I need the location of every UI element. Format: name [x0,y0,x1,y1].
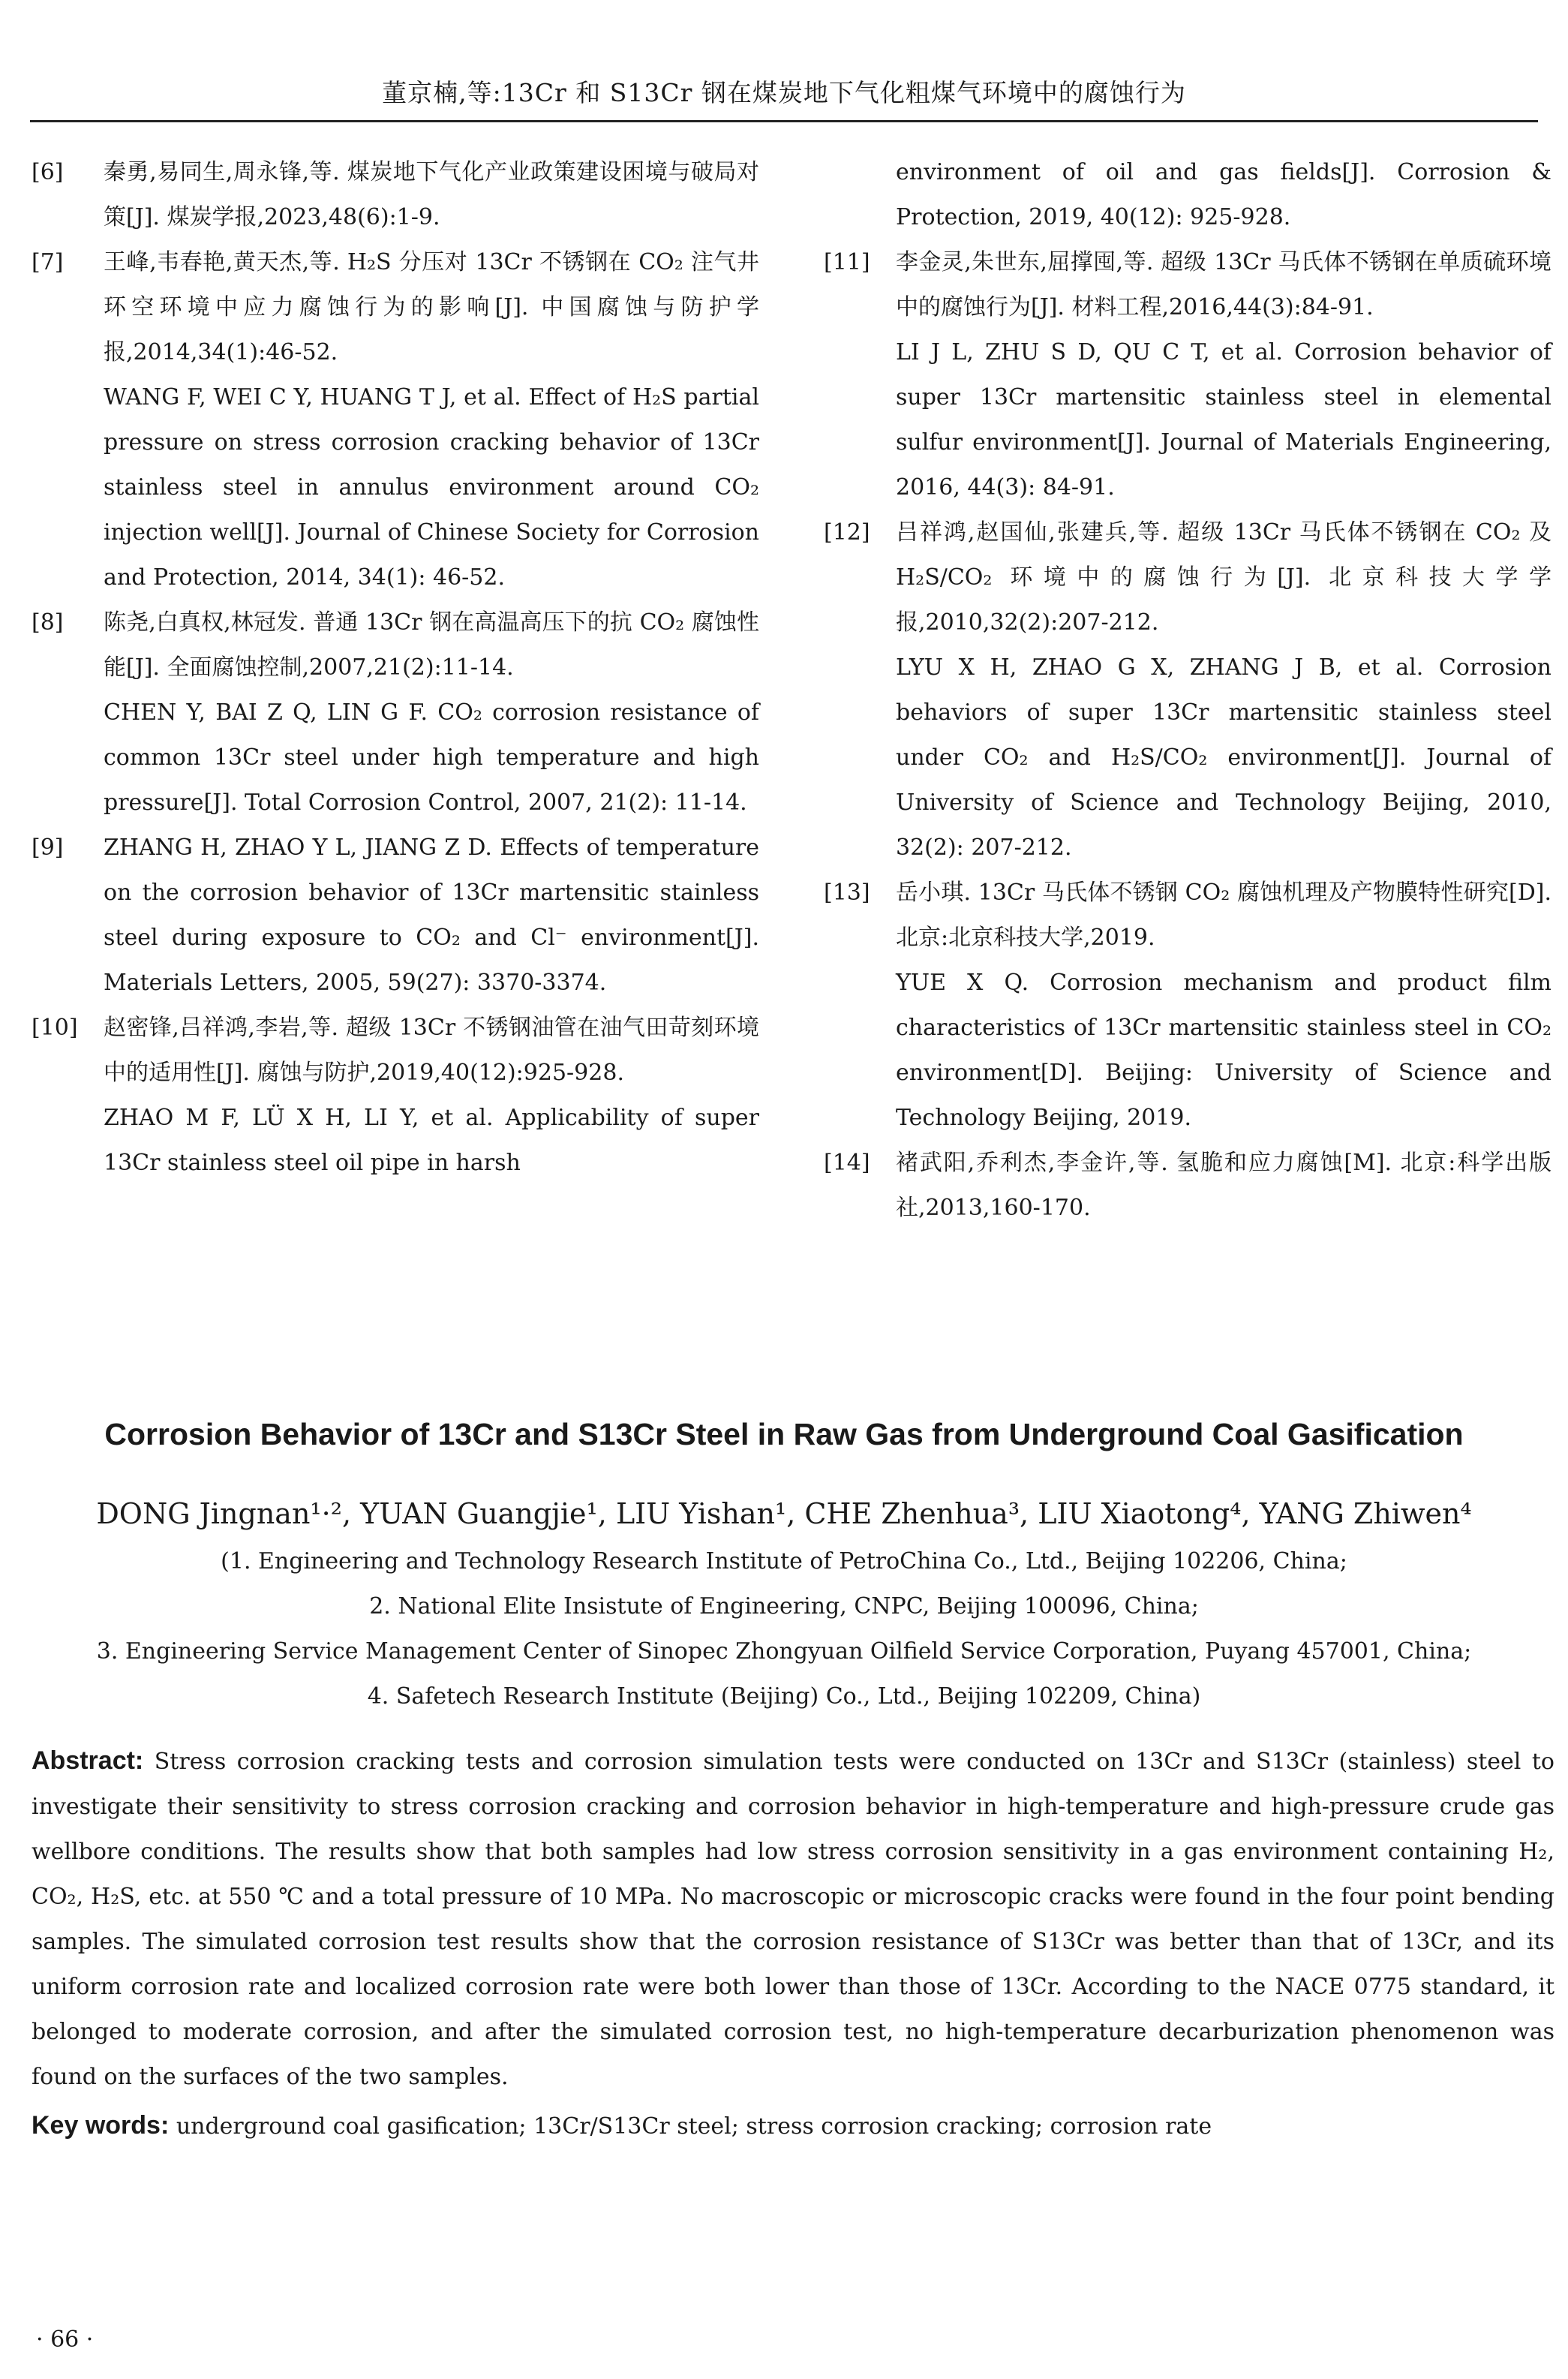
reference-text: 秦勇,易同生,周永锋,等. 煤炭地下气化产业政策建设困境与破局对策[J]. 煤炭学报,2023,48(6):1-9. [104,159,759,230]
affiliation-3: 3. Engineering Service Management Center of Sinopec Zhongyuan Oilfield Service Corporation, Puyang 457001, China; [96,1638,1472,1665]
reference-text: 王峰,韦春艳,黄天杰,等. H₂S 分压对 13Cr 不锈钢在 CO₂ 注气井环空环境中应力腐蚀行为的影响[J]. 中国腐蚀与防护学报,2014,34(1):46-52. [104,249,759,365]
abstract [32,1738,1554,2100]
reference-text: 吕祥鸿,赵国仙,张建兵,等. 超级 13Cr 马氏体不锈钢在 CO₂ 及 H₂S/CO₂ 环境中的腐蚀行为[J]. 北京科技大学学报,2010,32(2):207-212. [896,519,1551,636]
english-title: Corrosion Behavior of 13Cr and S13Cr Steel in Raw Gas from Underground Coal Gasification [104,1417,1464,1451]
reference-number: [13] [824,880,870,906]
reference-number: [8] [32,609,64,636]
abstract-label: Abstract: [32,1746,144,1775]
keywords [32,2103,1554,2149]
header-rule [30,120,1538,122]
running-head: 董京楠,等:13Cr 和 S13Cr 钢在煤炭地下气化粗煤气环境中的腐蚀行为 [382,78,1186,107]
reference-translation: LI J L, ZHU S D, QU C T, et al. Corrosion behavior of super 13Cr martensitic stainless steel in elemental sulfur environment[J]. Journal of Materials Engineering, 2016, 44(3): 84-91. [896,339,1551,501]
reference-number: [11] [824,249,870,275]
affiliation-1: (1. Engineering and Technology Research Institute of PetroChina Co., Ltd., Beijing 102206, China; [221,1548,1347,1574]
reference-text: 岳小琪. 13Cr 马氏体不锈钢 CO₂ 腐蚀机理及产物膜特性研究[D]. 北京:北京科技大学,2019. [896,880,1551,951]
reference-item [824,1141,1551,1231]
reference-number: [9] [32,835,64,861]
reference-text: 陈尧,白真权,林冠发. 普通 13Cr 钢在高温高压下的抗 CO₂ 腐蚀性能[J]. 全面腐蚀控制,2007,21(2):11-14. [104,609,759,681]
affiliation-4: 4. Safetech Research Institute (Beijing) Co., Ltd., Beijing 102209, China) [367,1683,1201,1710]
affiliation-2: 2. National Elite Insistute of Engineering, CNPC, Beijing 100096, China; [369,1593,1199,1620]
reference-text: 李金灵,朱世东,屈撑囤,等. 超级 13Cr 马氏体不锈钢在单质硫环境中的腐蚀行为[J]. 材料工程,2016,44(3):84-91. [896,249,1551,320]
reference-item [824,240,1551,510]
reference-item [824,510,1551,871]
reference-translation: ZHAO M F, LÜ X H, LI Y, et al. Applicability of super 13Cr stainless steel oil pipe in harsh [104,1105,759,1176]
reference-text: environment of oil and gas fields[J]. Corrosion & Protection, 2019, 40(12): 925-928. [896,159,1551,230]
reference-text: 赵密锋,吕祥鸿,李岩,等. 超级 13Cr 不锈钢油管在油气田苛刻环境中的适用性[J]. 腐蚀与防护,2019,40(12):925-928. [104,1015,759,1086]
reference-text: 褚武阳,乔利杰,李金许,等. 氢脆和应力腐蚀[M]. 北京:科学出版社,2013,160-170. [896,1150,1551,1221]
reference-number: [12] [824,519,870,546]
reference-item [32,150,759,240]
keywords-label: Key words: [32,2111,170,2140]
reference-number: [14] [824,1150,870,1176]
reference-translation: CHEN Y, BAI Z Q, LIN G F. CO₂ corrosion resistance of common 13Cr steel under high temperature and high pressure[J]. Total Corrosion Control, 2007, 21(2): 11-14. [104,699,759,816]
reference-number: [10] [32,1015,78,1041]
reference-number [824,150,896,240]
reference-translation: YUE X Q. Corrosion mechanism and product film characteristics of 13Cr martensitic stainless steel in CO₂ environment[D]. Beijing: University of Science and Technology Beijing, 2019. [896,970,1551,1131]
reference-item [824,150,1551,240]
reference-item [824,871,1551,1141]
reference-text: ZHANG H, ZHAO Y L, JIANG Z D. Effects of temperature on the corrosion behavior of 13Cr martensitic stainless steel during exposure to CO₂ and Cl⁻ environment[J]. Materials Letters, 2005, 59(27): 3370-3374. [104,835,759,996]
references-right-column [824,150,1551,1231]
reference-item [32,1006,759,1186]
reference-translation: WANG F, WEI C Y, HUANG T J, et al. Effect of H₂S partial pressure on stress corrosion cracking behavior of 13Cr stainless steel in annulus environment around CO₂ injection well[J]. Journal of Chinese Society for Corrosion and Protection, 2014, 34(1): 46-52. [104,384,759,591]
references-left-column [32,150,759,1186]
abstract-text: Stress corrosion cracking tests and corrosion simulation tests were conducted on 13Cr and S13Cr (stainless) steel to investigate their sensitivity to stress corrosion cracking and corrosion behavior in high-temperature and high-pressure crude gas wellbore conditions. The results show that both samples had low stress corrosion sensitivity in a gas environment containing H₂, CO₂, H₂S, etc. at 550 ℃ and a total pressure of 10 MPa. No macroscopic or microscopic cracks were found in the four point bending samples. The simulated corrosion test results show that the corrosion resistance of S13Cr was better than that of 13Cr, and its uniform corrosion rate and localized corrosion rate were both lower than those of 13Cr. According to the NACE 0775 standard, it belonged to moderate corrosion, and after the simulated corrosion test, no high-temperature decarburization phenomenon was found on the surfaces of the two samples. [32,1749,1554,2090]
reference-translation: LYU X H, ZHAO G X, ZHANG J B, et al. Corrosion behaviors of super 13Cr martensitic stainless steel under CO₂ and H₂S/CO₂ environment[J]. Journal of University of Science and Technology Beijing, 2010, 32(2): 207-212. [896,654,1551,861]
reference-number: [7] [32,249,64,275]
page-number: · 66 · [36,2326,94,2353]
reference-item [32,240,759,600]
keywords-text: underground coal gasification; 13Cr/S13Cr steel; stress corrosion cracking; corrosion rate [176,2113,1212,2140]
reference-number: [6] [32,159,64,185]
reference-item [32,600,759,826]
author-list: DONG Jingnan¹·², YUAN Guangjie¹, LIU Yishan¹, CHE Zhenhua³, LIU Xiaotong⁴, YANG Zhiwen⁴ [96,1497,1472,1530]
reference-item [32,826,759,1006]
